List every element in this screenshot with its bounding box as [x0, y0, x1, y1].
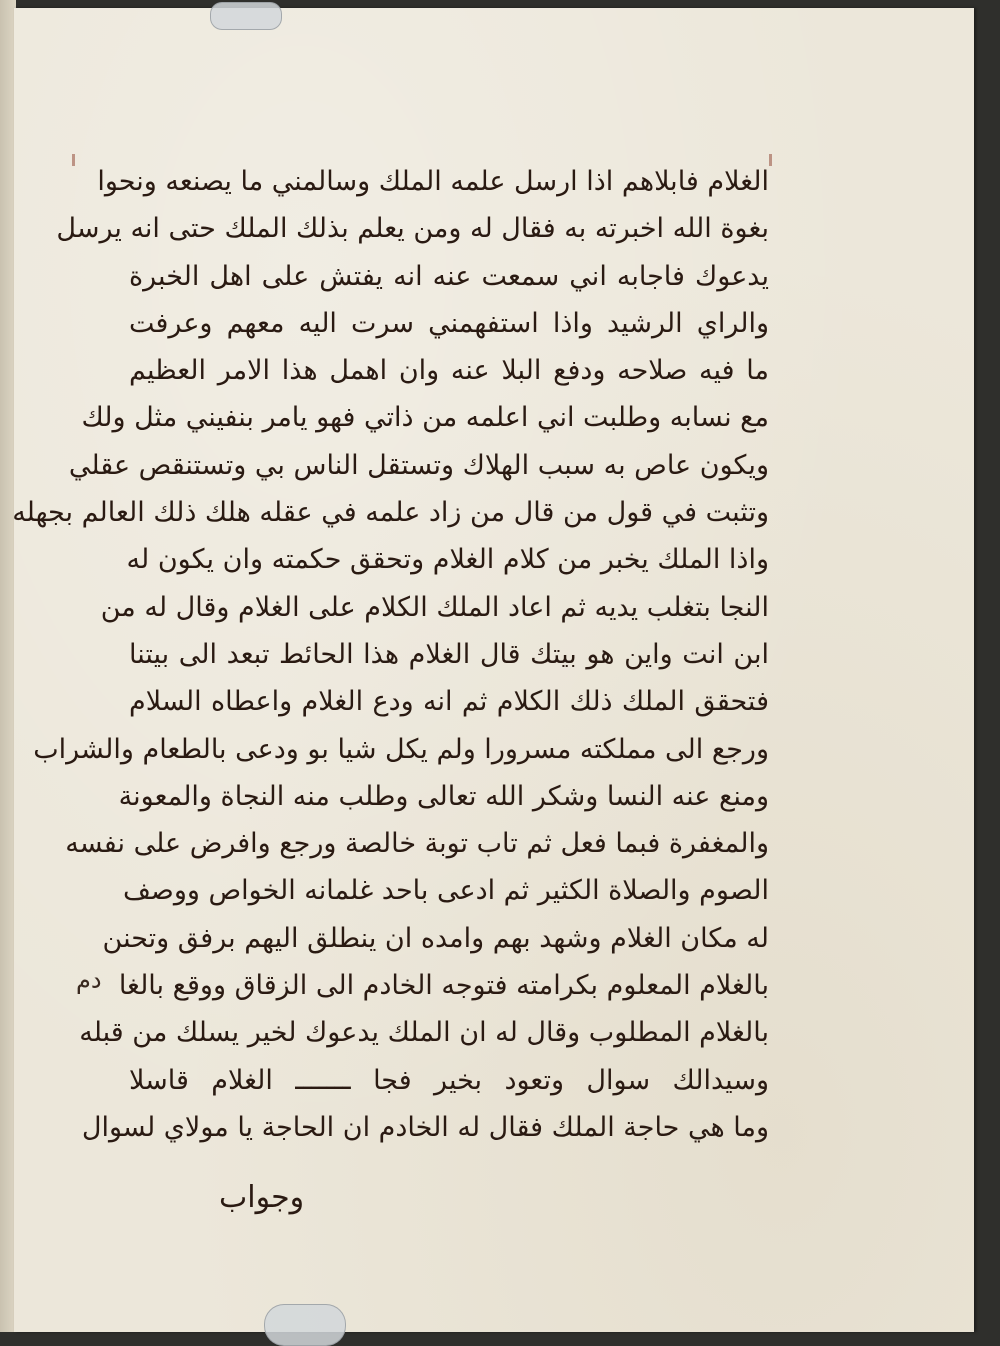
manuscript-line: ما فيه صلاحه ودفع البلا عنه وان اهمل هذا الامر العظيم	[129, 355, 769, 387]
manuscript-line: فتحقق الملك ذلك الكلام ثم انه ودع الغلام واعطاه السلام	[129, 686, 769, 718]
manuscript-page	[14, 8, 974, 1332]
manuscript-line: بالغلام المعلوم بكرامته فتوجه الخادم الى الزقاق ووقع بالغا	[118, 970, 769, 1002]
manuscript-line: وسيدالك سوال وتعود بخير فجا ـــــــ الغلام قاسلا	[129, 1064, 769, 1096]
manuscript-line: يدعوك فاجابه اني سمعت عنه انه يفتش على اهل الخبرة	[129, 260, 769, 292]
manuscript-text-block	[12, 158, 769, 1151]
manuscript-line: والراي الرشيد واذا استفهمني سرت اليه معهم وعرفت	[129, 307, 769, 339]
manuscript-line: ويكون عاص به سبب الهلاك وتستقل الناس بي وتستنقص عقلي	[68, 449, 769, 481]
manuscript-line: والمغفرة فبما فعل ثم تاب توبة خالصة ورجع وافرض على نفسه	[65, 828, 769, 860]
manuscript-line: ومنع عنه النسا وشكر الله تعالى وطلب منه النجاة والمعونة	[118, 780, 769, 812]
manuscript-line: ورجع الى مملكته مسرورا ولم يكل شيا بو ودعى بالطعام والشراب	[33, 733, 769, 765]
page-clip-bottom	[264, 1304, 346, 1346]
margin-mark	[769, 154, 772, 166]
page-clip-top	[210, 2, 282, 30]
catchword: وجواب	[219, 1180, 305, 1215]
margin-mark	[72, 154, 75, 166]
manuscript-line: النجا بتغلب يديه ثم اعاد الملك الكلام على الغلام وقال له من	[100, 591, 769, 623]
manuscript-line: له مكان الغلام وشهد بهم وامده ان ينطلق اليهم برفق وتحنن	[102, 922, 769, 954]
manuscript-line: وتثبت في قول من قال من زاد علمه في عقله هلك ذلك العالم بجهله	[12, 497, 769, 529]
manuscript-line: الغلام فابلاهم اذا ارسل علمه الملك وسالمني ما يصنعه ونحوا	[97, 166, 769, 197]
manuscript-line: وما هي حاجة الملك فقال له الخادم ان الحاجة يا مولاي لسوال	[81, 1111, 769, 1143]
manuscript-line: مع نسابه وطلبت اني اعلمه من ذاتي فهو يامر بنفيني مثل ولك	[81, 402, 769, 434]
manuscript-line: ابن انت واين هو بيتك قال الغلام هذا الحائط تبعد الى بيتنا	[129, 638, 769, 670]
manuscript-line: واذا الملك يخبر من كلام الغلام وتحقق حكمته وان يكون له	[126, 544, 769, 576]
manuscript-line: بالغلام المطلوب وقال له ان الملك يدعوك لخير يسلك من قبله	[79, 1017, 769, 1049]
manuscript-line: بغوة الله اخبرته به فقال له ومن يعلم بذلك الملك حتى انه يرسل	[56, 213, 769, 245]
manuscript-line: الصوم والصلاة الكثير ثم ادعى باحد غلمانه الخواص ووصف	[122, 875, 769, 907]
margin-note: دم	[76, 966, 102, 994]
